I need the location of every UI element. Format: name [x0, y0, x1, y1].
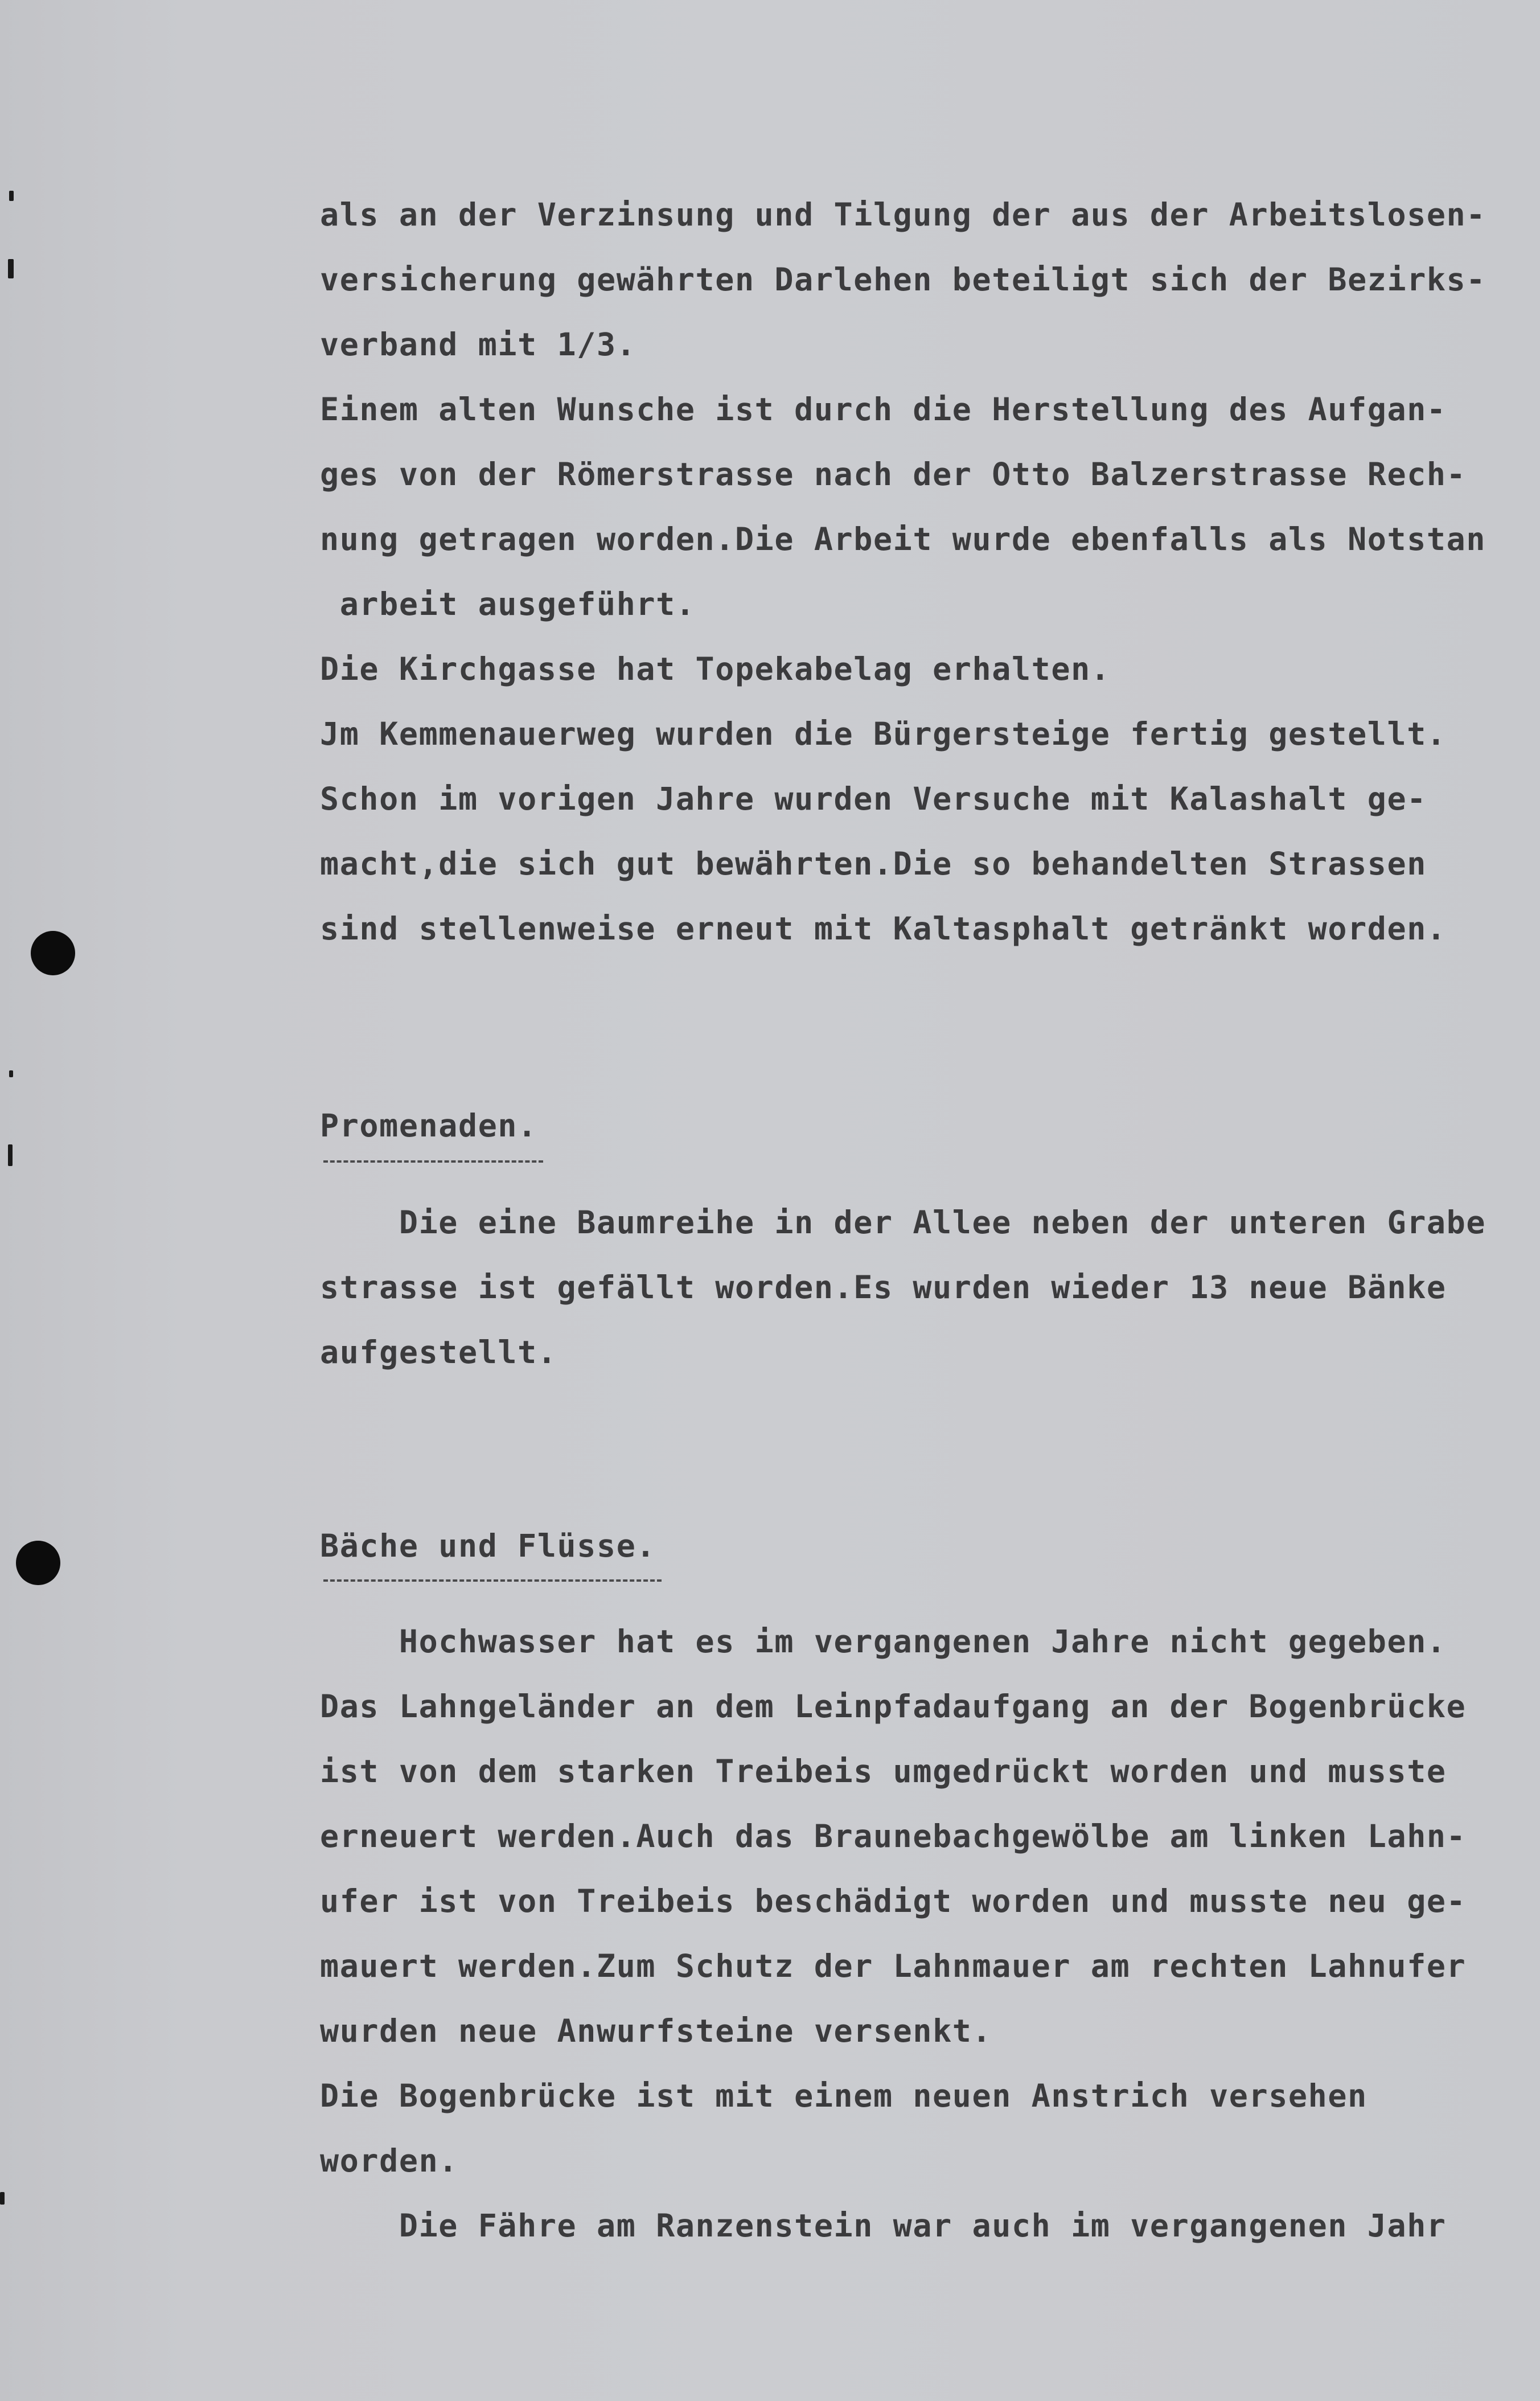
text-line: nung getragen worden.Die Arbeit wurde ebenfalls als Notstan	[320, 521, 1486, 557]
edge-mark	[9, 191, 14, 201]
text-line: sind stellenweise erneut mit Kaltasphalt getränkt worden.	[320, 910, 1447, 947]
text-line: aufgestellt.	[320, 1334, 557, 1370]
text-line: Die eine Baumreihe in der Allee neben der unteren Grabe	[320, 1204, 1486, 1241]
section-heading-promenaden: Promenaden.	[320, 1107, 537, 1144]
text-line: Einem alten Wunsche ist durch die Herstellung des Aufgan-	[320, 391, 1447, 428]
edge-mark	[9, 1070, 13, 1077]
section-heading-baeche-und-fluesse: Bäche und Flüsse.	[320, 1528, 656, 1564]
heading-underline	[323, 1160, 543, 1163]
text-line: worden.	[320, 2143, 458, 2179]
text-line: Schon im vorigen Jahre wurden Versuche mit Kalashalt ge-	[320, 781, 1427, 817]
text-line: Jm Kemmenauerweg wurden die Bürgersteige fertig gestellt.	[320, 716, 1447, 752]
text-line: mauert werden.Zum Schutz der Lahnmauer am rechten Lahnufer	[320, 1948, 1467, 1984]
edge-mark	[0, 2192, 5, 2205]
text-line: macht,die sich gut bewährten.Die so behandelten Strassen	[320, 846, 1427, 882]
text-line: als an der Verzinsung und Tilgung der aus der Arbeitslosen-	[320, 196, 1486, 233]
text-line: Hochwasser hat es im vergangenen Jahre nicht gegeben.	[320, 1623, 1447, 1660]
text-line: ges von der Römerstrasse nach der Otto Balzerstrasse Rech-	[320, 456, 1467, 492]
text-line: erneuert werden.Auch das Braunebachgewölbe am linken Lahn-	[320, 1818, 1467, 1854]
text-line: Das Lahngeländer an dem Leinpfadaufgang an der Bogenbrücke	[320, 1688, 1467, 1725]
text-line: ufer ist von Treibeis beschädigt worden und musste neu ge-	[320, 1883, 1467, 1919]
text-line: strasse ist gefällt worden.Es wurden wieder 13 neue Bänke	[320, 1269, 1447, 1306]
edge-mark	[8, 1144, 13, 1166]
text-line: ist von dem starken Treibeis umgedrückt worden und musste	[320, 1753, 1447, 1790]
text-line: Die Bogenbrücke ist mit einem neuen Anstrich versehen	[320, 2078, 1367, 2114]
text-line: arbeit ausgeführt.	[320, 586, 696, 622]
text-line: verband mit 1/3.	[320, 326, 636, 363]
text-line: Die Fähre am Ranzenstein war auch im vergangenen Jahr	[320, 2207, 1447, 2244]
punch-hole-top	[31, 931, 75, 975]
heading-underline	[323, 1579, 662, 1582]
text-line: Die Kirchgasse hat Topekabelag erhalten.	[320, 651, 1111, 687]
text-line: versicherung gewährten Darlehen beteiligt sich der Bezirks-	[320, 261, 1486, 298]
text-line: wurden neue Anwurfsteine versenkt.	[320, 2013, 992, 2049]
edge-mark	[8, 259, 14, 278]
punch-hole-bottom	[16, 1541, 60, 1585]
